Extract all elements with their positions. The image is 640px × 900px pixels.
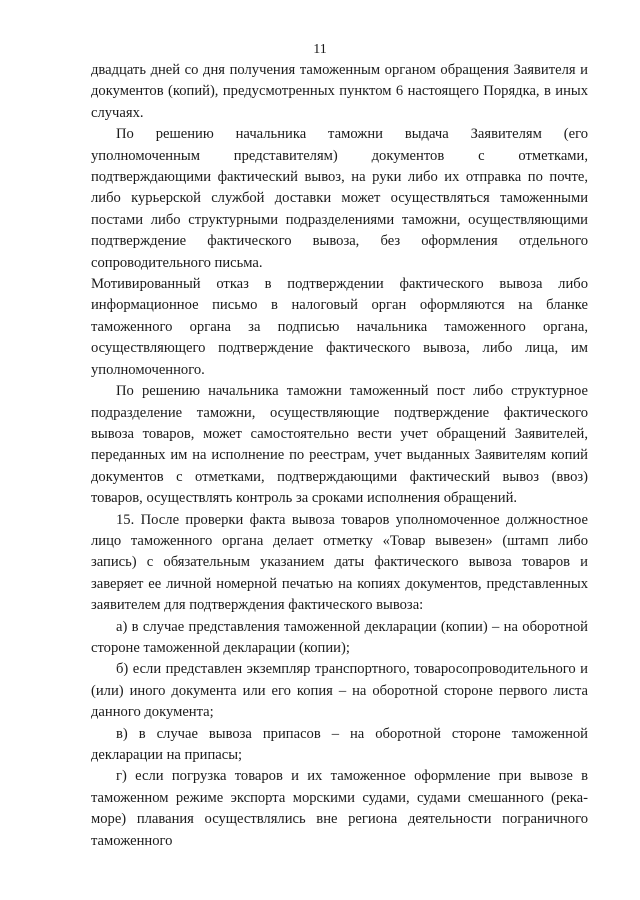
document-body	[91, 60, 588, 852]
paragraph-subitem-g: г) если погрузка товаров и их таможенное оформление при вывозе в таможенном режиме экспорта морскими судами, судами смешанного (река-море) плавания осуществлялись вне региона деятельности пограничного таможенного	[91, 768, 588, 849]
paragraph-subitem-a: а) в случае представления таможенной декларации (копии) – на оборотной стороне таможенной декларации (копии);	[91, 618, 588, 656]
paragraph-subitem-b: б) если представлен экземпляр транспортного, товаросопроводительного и (или) иного документа или его копия – на оборотной стороне первого листа данного документа;	[91, 661, 588, 721]
paragraph-registry-accounting: По решению начальника таможни таможенный пост либо структурное подразделение таможни, осуществляющие подтверждение фактического вывоза товаров, может самостоятельно вести учет обращений Заявителей, переданных им на исполнение по реестрам, учет выданных Заявителям копий документов с отметками, подтверждающими фактический вывоз (ввоз) товаров, осуществлять контроль за сроками исполнения обращений.	[91, 383, 588, 507]
page-number: 11	[313, 42, 327, 57]
paragraph-issuance-decision: По решению начальника таможни выдача Заявителям (его уполномоченным представителям) документов с отметками, подтверждающими фактический вывоз, на руки либо их отправка по почте, либо курьерской службой доставки может осуществляться таможенными постами либо структурными подразделениями таможни, осуществляющими подтверждение фактического вывоза, без оформления отдельного сопроводительного письма.	[91, 126, 588, 271]
paragraph-motivated-refusal: Мотивированный отказ в подтверждении фактического вывоза либо информационное письмо в налоговый орган оформляются на бланке таможенного органа за подписью начальника таможенного органа, осуществляющего подтверждение фактического вывоза, либо лица, им уполномоченного.	[91, 276, 588, 378]
paragraph-subitem-v: в) в случае вывоза припасов – на оборотной стороне таможенной декларации на припасы;	[91, 725, 588, 763]
paragraph-continuation: двадцать дней со дня получения таможенным органом обращения Заявителя и документов (копий), предусмотренных пунктом 6 настоящего Порядка, в иных случаях.	[91, 62, 588, 121]
paragraph-item-15: 15. После проверки факта вывоза товаров уполномоченное должностное лицо таможенного органа делает отметку «Товар вывезен» (штамп либо запись) с обязательным указанием даты фактического вывоза товаров и заверяет ее личной номерной печатью на копиях документов, представленных заявителем для подтверждения фактического вывоза:	[91, 511, 588, 614]
